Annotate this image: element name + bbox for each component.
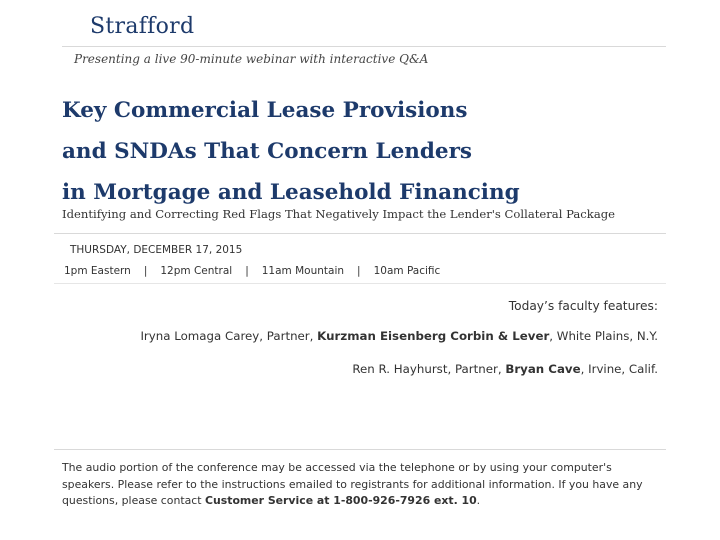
time-mountain: 11am Mountain — [261, 265, 345, 277]
time-central: 12pm Central — [160, 265, 233, 277]
faculty-firm: Kurzman Eisenberg Corbin & Lever — [317, 329, 550, 343]
title-line-1: Key Commercial Lease Provisions — [62, 98, 468, 123]
time-separator: | — [245, 265, 249, 277]
strafford-logo: Strafford — [90, 14, 195, 39]
time-separator: | — [357, 265, 361, 277]
customer-service-contact: Customer Service at 1-800-926-7926 ext. 10 — [205, 494, 477, 507]
webinar-title — [62, 90, 520, 213]
faculty-location: , Irvine, Calif. — [580, 362, 658, 376]
audio-text-end: . — [476, 494, 481, 507]
footer-divider — [54, 449, 666, 450]
webinar-tagline: Presenting a live 90-minute webinar with interactive Q&A — [74, 52, 429, 66]
time-separator: | — [143, 265, 148, 277]
webinar-times — [64, 265, 440, 277]
audio-instructions — [62, 460, 662, 510]
faculty-name: Iryna Lomaga Carey, Partner, — [140, 329, 318, 343]
faculty-member — [352, 362, 658, 376]
header-divider — [62, 46, 666, 47]
time-eastern: 1pm Eastern — [64, 265, 131, 277]
faculty-name: Ren R. Hayhurst, Partner, — [352, 362, 506, 376]
faculty-heading: Today’s faculty features: — [508, 299, 658, 313]
time-pacific: 10am Pacific — [373, 265, 441, 277]
faculty-firm: Bryan Cave — [505, 362, 581, 376]
faculty-member — [140, 329, 658, 343]
audio-text: The audio portion of the conference may be accessed via the telephone or by using your computer's speakers. Please refer to the instructions emailed to registrants for additional information. If you have any questions, please contact — [62, 461, 643, 507]
webinar-date: THURSDAY, DECEMBER 17, 2015 — [70, 244, 243, 256]
title-line-3: in Mortgage and Leasehold Financing — [62, 180, 520, 205]
webinar-subtitle: Identifying and Correcting Red Flags That Negatively Impact the Lender's Collateral Package — [62, 207, 616, 221]
schedule-divider — [54, 283, 666, 284]
faculty-location: , White Plains, N.Y. — [549, 329, 658, 343]
title-divider — [54, 233, 666, 234]
title-line-2: and SNDAs That Concern Lenders — [62, 139, 473, 164]
